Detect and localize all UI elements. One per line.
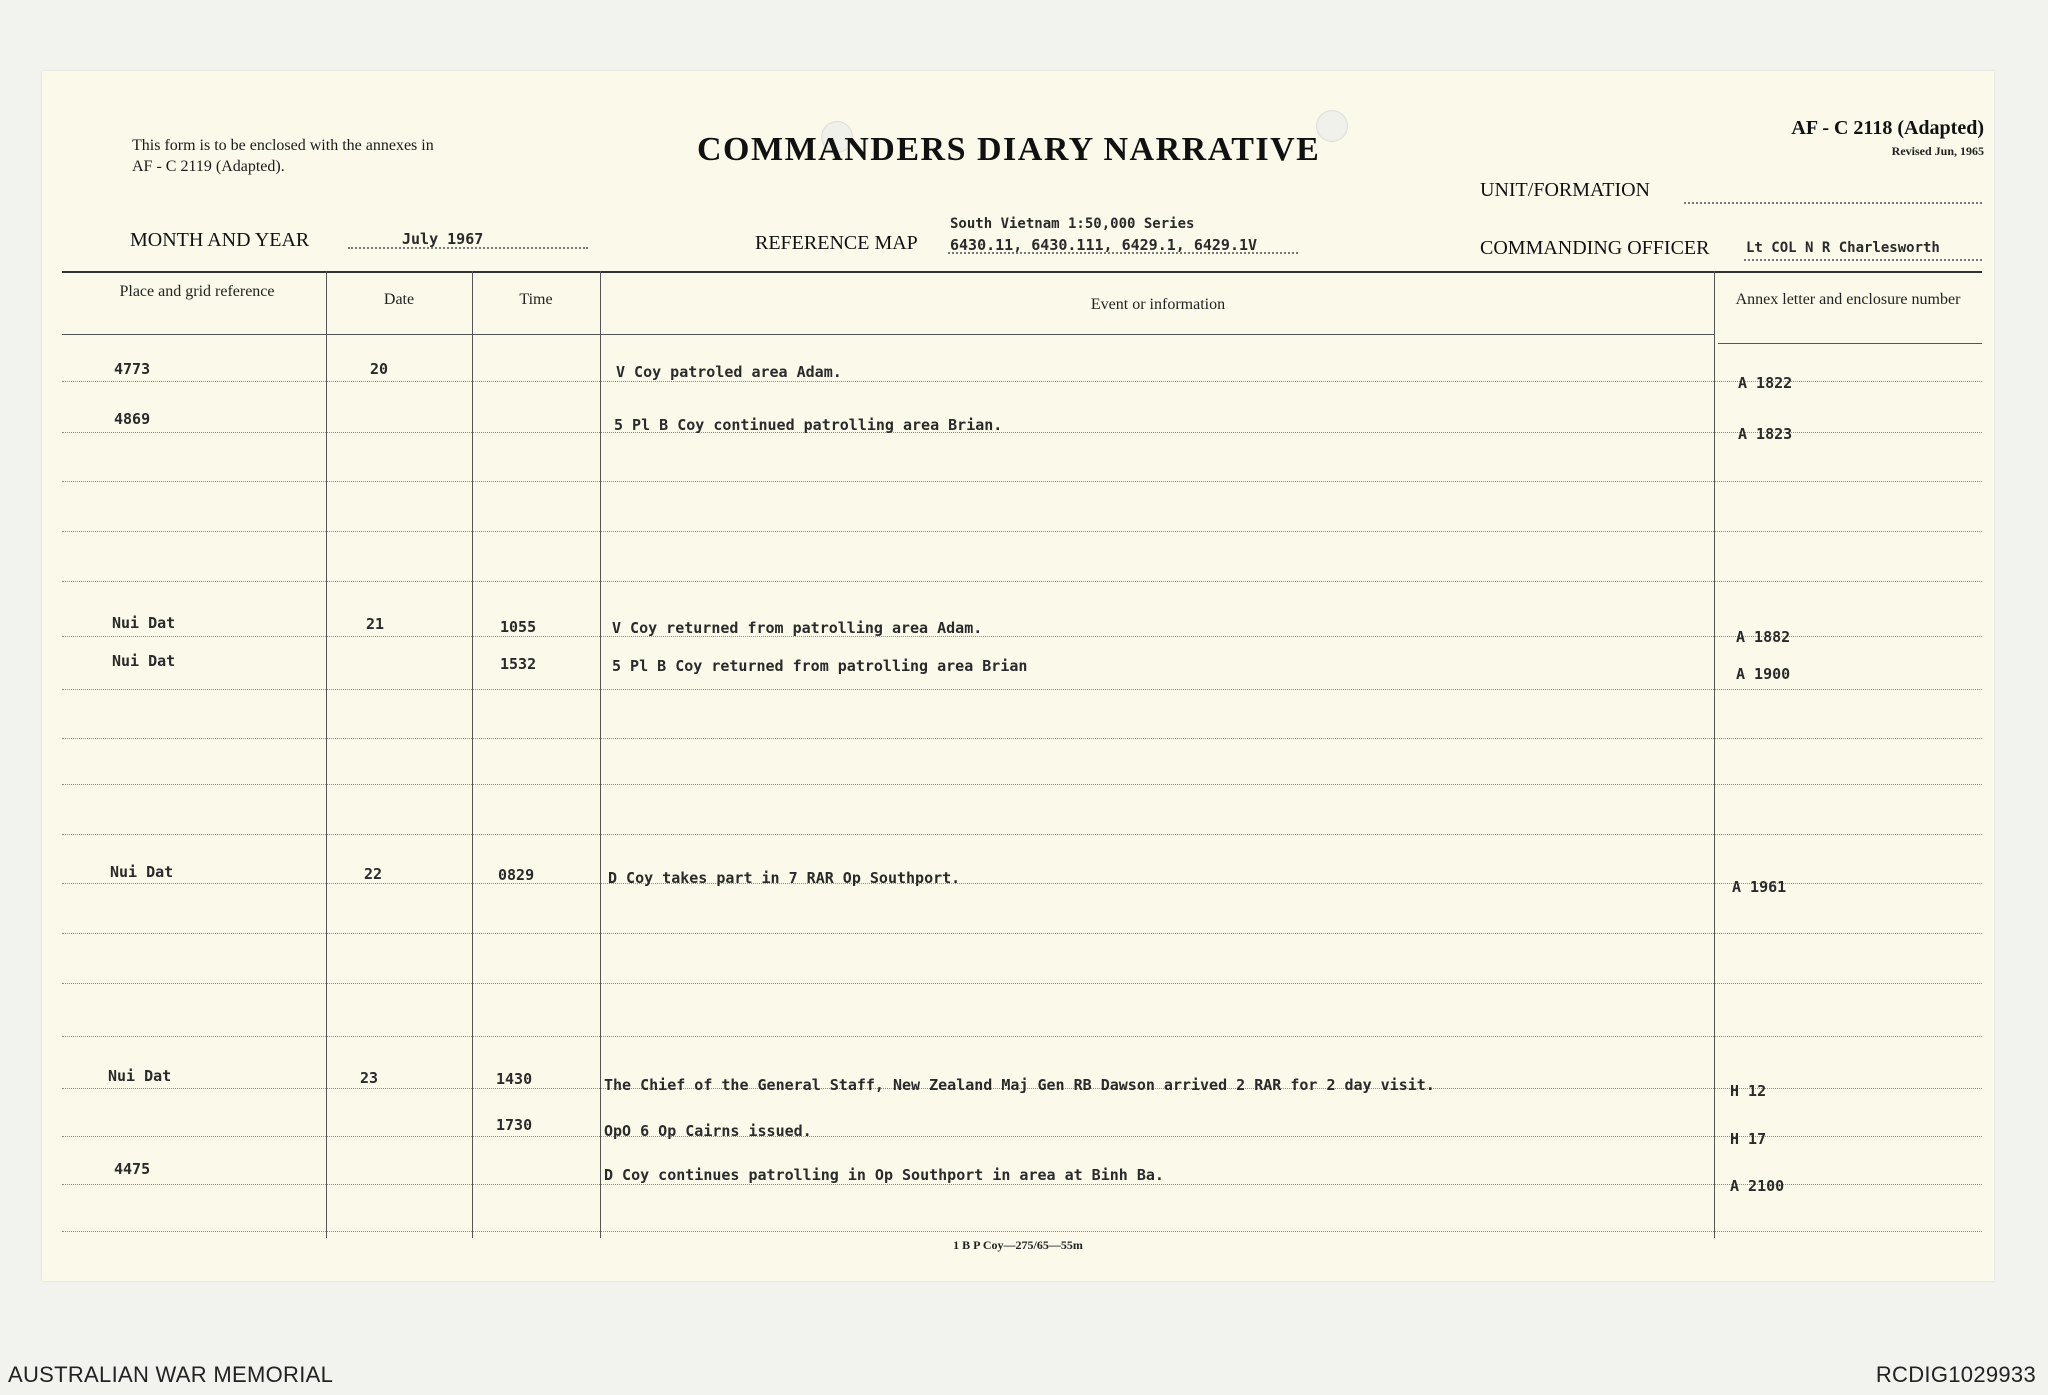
entry-place: Nui Dat (110, 863, 174, 881)
entry-annex: A 1900 (1736, 665, 1791, 683)
footer-record-id: RCDIG1029933 (1875, 1362, 2036, 1387)
unit-formation-label: UNIT/FORMATION (1480, 179, 1650, 201)
entry-event: D Coy continues patrolling in Op Southport in area at Binh Ba. (604, 1166, 1164, 1184)
reference-map-label: REFERENCE MAP (755, 232, 918, 254)
row-rule (62, 883, 1982, 884)
entry-event: V Coy returned from patrolling area Adam. (612, 619, 983, 637)
entry-place: Nui Dat (112, 614, 176, 632)
reference-map-series: South Vietnam 1:50,000 Series (950, 216, 1195, 232)
footer-source: AUSTRALIAN WAR MEMORIAL (8, 1362, 334, 1387)
row-rule (62, 481, 1982, 482)
column-header-date: Date (383, 291, 415, 308)
row-rule (62, 1231, 1982, 1232)
entry-event: V Coy patroled area Adam. (616, 363, 842, 381)
column-header-time: Time (519, 291, 553, 308)
row-rule (62, 738, 1982, 739)
entry-event: 5 Pl B Coy returned from patrolling area Brian (612, 657, 1028, 675)
row-rule (62, 784, 1982, 785)
entry-place: Nui Dat (112, 652, 176, 670)
column-divider-4 (1714, 271, 1715, 1238)
reference-map-value: 6430.11, 6430.111, 6429.1, 6429.1V (950, 236, 1258, 254)
form-revised: Revised Jun, 1965 (1891, 144, 1984, 158)
column-header-rule-left (62, 334, 1714, 335)
month-year-value: July 1967 (402, 230, 484, 248)
entry-time: 1430 (496, 1070, 533, 1088)
entry-date: 20 (370, 360, 389, 378)
unit-formation-line (1684, 202, 1982, 204)
entry-place: Nui Dat (108, 1067, 172, 1085)
entry-annex: H 12 (1730, 1082, 1767, 1100)
entry-date: 21 (366, 615, 385, 633)
form-note: This form is to be enclosed with the annexes in AF - C 2119 (Adapted). (132, 137, 434, 175)
row-rule (62, 834, 1982, 835)
row-rule (62, 1184, 1982, 1185)
header-rule (62, 271, 1982, 273)
entry-annex: A 2100 (1730, 1177, 1785, 1195)
entry-event: 5 Pl B Coy continued patrolling area Brian. (614, 416, 1003, 434)
column-header-rule-right (1718, 343, 1982, 344)
printer-imprint: 1 B P Coy—275/65—55m (953, 1238, 1083, 1252)
diary-sheet (42, 71, 1994, 1281)
entry-time: 0829 (498, 866, 535, 884)
commanding-officer-label: COMMANDING OFFICER (1480, 237, 1710, 259)
entry-time: 1532 (500, 655, 537, 673)
commanding-officer-value: Lt COL N R Charlesworth (1746, 240, 1940, 256)
row-rule (62, 933, 1982, 934)
row-rule (62, 689, 1982, 690)
entry-annex: A 1882 (1736, 628, 1791, 646)
row-rule (62, 432, 1982, 433)
entry-place: 4773 (114, 360, 151, 378)
punch-hole-right (1316, 110, 1348, 142)
column-divider-2 (472, 271, 473, 1238)
entry-annex: A 1823 (1738, 425, 1793, 443)
entry-annex: A 1961 (1732, 878, 1787, 896)
entry-date: 22 (364, 865, 383, 883)
month-year-label: MONTH AND YEAR (130, 229, 310, 251)
row-rule (62, 1136, 1982, 1137)
column-header-annex: Annex letter and enclosure number (1735, 291, 1961, 308)
entry-place: 4869 (114, 410, 151, 428)
entry-annex: A 1822 (1738, 374, 1793, 392)
page-title: COMMANDERS DIARY NARRATIVE (697, 131, 1321, 168)
entry-event: The Chief of the General Staff, New Zealand Maj Gen RB Dawson arrived 2 RAR for 2 day visit. (604, 1076, 1435, 1094)
commanding-officer-line (1744, 259, 1982, 261)
entry-date: 23 (360, 1069, 379, 1087)
entry-time: 1730 (496, 1116, 533, 1134)
row-rule (62, 531, 1982, 532)
column-header-event: Event or information (1090, 296, 1226, 313)
column-header-place: Place and grid reference (119, 283, 275, 300)
entry-place: 4475 (114, 1160, 151, 1178)
row-rule (62, 581, 1982, 582)
row-rule (62, 636, 1982, 637)
row-rule (62, 983, 1982, 984)
entry-event: OpO 6 Op Cairns issued. (604, 1122, 812, 1140)
column-divider-3 (600, 271, 601, 1238)
entry-event: D Coy takes part in 7 RAR Op Southport. (608, 869, 961, 887)
row-rule (62, 381, 1982, 382)
entry-annex: H 17 (1730, 1130, 1767, 1148)
column-divider-1 (326, 271, 327, 1238)
form-code: AF - C 2118 (Adapted) (1791, 117, 1984, 139)
row-rule (62, 1036, 1982, 1037)
entry-time: 1055 (500, 618, 537, 636)
